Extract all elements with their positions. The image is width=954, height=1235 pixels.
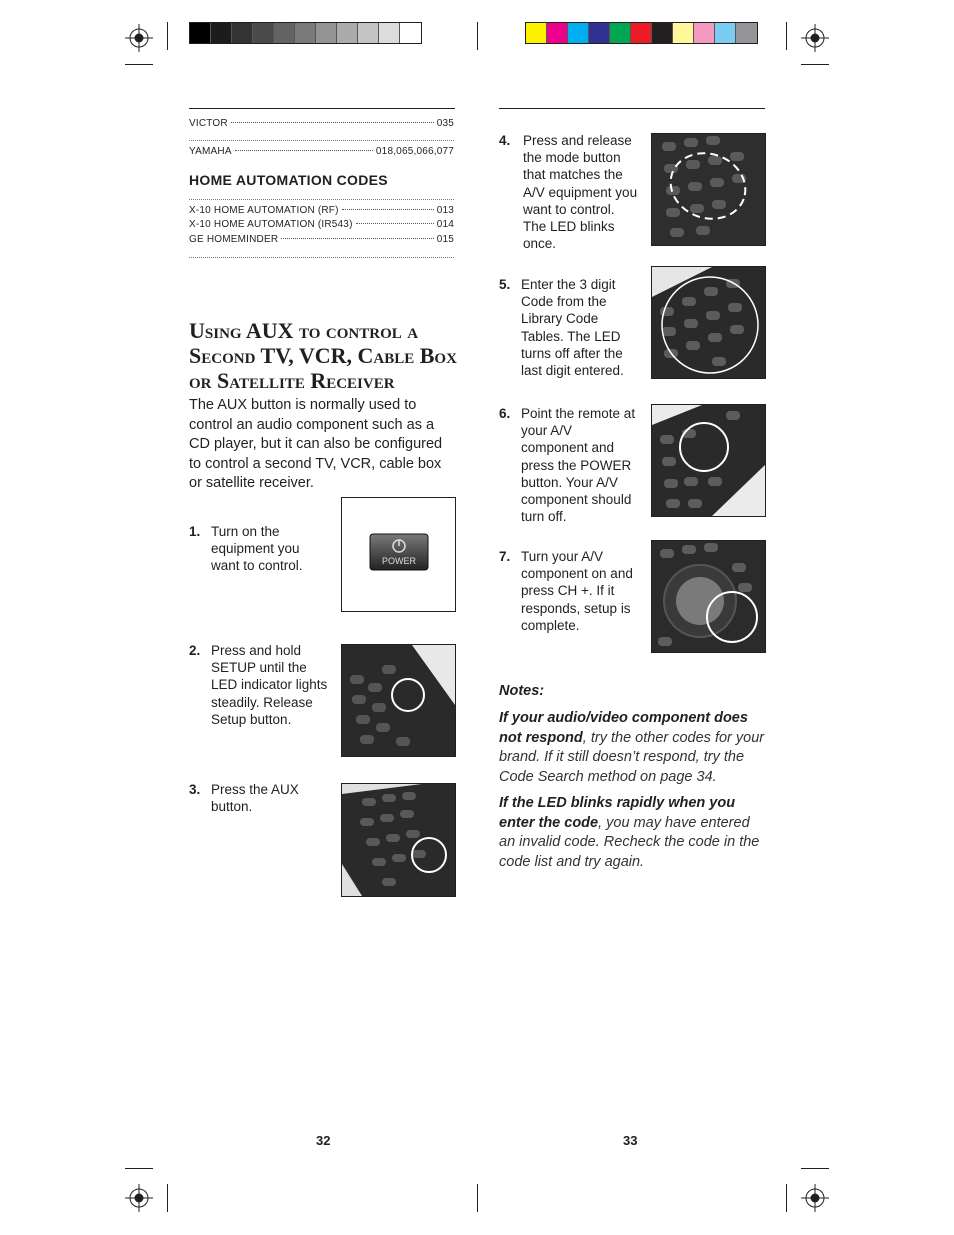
note-1-rest: , try the other codes for your brand. If it still doesn’t respond, try the Code Search method on page 34. xyxy=(499,729,765,785)
power-key-photo xyxy=(651,404,766,517)
color-swatch xyxy=(274,23,295,43)
note-2 xyxy=(499,794,767,872)
color-swatch xyxy=(316,23,337,43)
title-line-3: or Satellite Receiver xyxy=(189,368,395,393)
aux-button-photo xyxy=(341,783,456,897)
color-swatch xyxy=(652,23,673,43)
registration-mark-icon xyxy=(125,24,153,52)
code-row-yamaha: YAMAHA 018,065,066,077 xyxy=(189,146,454,157)
page-number-right: 33 xyxy=(623,1133,638,1148)
color-swatch xyxy=(673,23,694,43)
note-2-rest: , you may have entered an invalid code. Recheck the code in the code list and try again. xyxy=(499,814,760,870)
mode-button-photo xyxy=(651,133,766,246)
color-swatch xyxy=(526,23,547,43)
color-swatch xyxy=(547,23,568,43)
color-swatch xyxy=(337,23,358,43)
code-row-victor: VICTOR 035 xyxy=(189,118,454,129)
setup-button-photo xyxy=(341,644,456,757)
color-swatch xyxy=(232,23,253,43)
note-2-bold: If the LED blinks rapidly when you enter the code xyxy=(499,795,736,831)
gray-color-bar xyxy=(189,22,422,44)
registration-mark-icon xyxy=(801,24,829,52)
color-swatch xyxy=(736,23,757,43)
channel-up-photo xyxy=(651,540,766,653)
title-line-2: Second TV, VCR, Cable Box xyxy=(189,343,457,368)
power-button-photo xyxy=(341,497,456,612)
title-line-1: Using AUX to control a xyxy=(189,318,419,343)
color-swatch xyxy=(568,23,589,43)
color-swatch xyxy=(379,23,400,43)
intro-paragraph: The AUX button is normally used to control an audio component such as a CD player, but it can also be configured to control a second TV, VCR, cable box or satellite receiver. xyxy=(189,397,443,491)
code-row-x10-rf: X-10 HOME AUTOMATION (RF) 013 xyxy=(189,205,454,216)
color-swatch xyxy=(295,23,316,43)
color-swatch xyxy=(610,23,631,43)
color-swatch xyxy=(190,23,211,43)
notes-label: Notes: xyxy=(499,683,545,699)
color-swatch xyxy=(694,23,715,43)
process-color-bar xyxy=(525,22,758,44)
note-1 xyxy=(499,709,767,787)
top-rule-left xyxy=(189,108,455,109)
top-rule-right xyxy=(499,108,765,109)
note-1-bold: If your audio/video component does not respond xyxy=(499,710,748,746)
digit-keys-photo xyxy=(651,266,766,379)
page-number-left: 32 xyxy=(316,1133,331,1148)
section-title xyxy=(189,318,459,393)
registration-mark-icon xyxy=(801,1184,829,1212)
color-swatch xyxy=(358,23,379,43)
color-swatch xyxy=(253,23,274,43)
color-swatch xyxy=(715,23,736,43)
code-row-ge-homeminder: GE HOMEMINDER 015 xyxy=(189,234,454,245)
color-swatch xyxy=(211,23,232,43)
color-swatch xyxy=(400,23,421,43)
registration-mark-icon xyxy=(125,1184,153,1212)
color-swatch xyxy=(631,23,652,43)
color-swatch xyxy=(589,23,610,43)
home-automation-heading: HOME AUTOMATION CODES xyxy=(189,172,388,188)
power-label: POWER xyxy=(381,556,417,566)
code-row-x10-ir543: X-10 HOME AUTOMATION (IR543) 014 xyxy=(189,219,454,230)
